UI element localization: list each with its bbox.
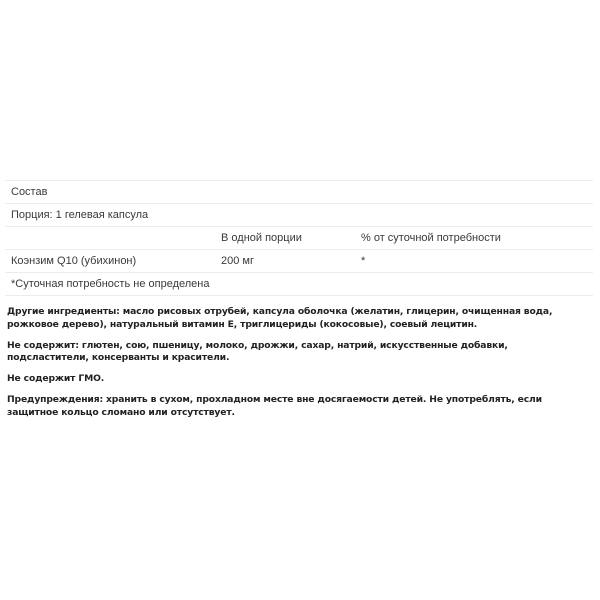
does-not-contain-text: Не содержит: глютен, сою, пшеницу, молоко, дрожжи, сахар, натрий, искусственные добавки, подсластители, консерванты и красители. xyxy=(7,339,508,363)
daily-value-footnote: *Суточная потребность не определена xyxy=(11,278,210,290)
no-gmo-text: Не содержит ГМО. xyxy=(7,373,105,384)
other-ingredients-text: Другие ингредиенты: масло рисовых отрубей, капсула оболочка (желатин, глицерин, очищенная вода, рожковое дерево), натуральный витамин Е, триглицериды (кокосовые), соевый лецитин. xyxy=(7,306,553,330)
table-row xyxy=(5,250,593,273)
footnote-row xyxy=(5,273,593,296)
serving-size: Порция: 1 гелевая капсула xyxy=(11,209,149,221)
product-notes xyxy=(7,306,587,428)
supplement-facts-table xyxy=(5,180,593,296)
header-per-serving: В одной порции xyxy=(221,232,302,244)
table-title: Состав xyxy=(11,186,48,198)
ingredient-amount: 200 мг xyxy=(221,255,254,267)
serving-size-row xyxy=(5,204,593,227)
header-daily-value: % от суточной потребности xyxy=(361,232,501,244)
warnings-text: Предупреждения: хранить в сухом, прохладном месте вне досягаемости детей. Не употреблять, если защитное кольцо сломано или отсутствует. xyxy=(7,394,542,418)
table-title-row xyxy=(5,181,593,204)
table-header-row xyxy=(5,227,593,250)
ingredient-daily-value: * xyxy=(361,255,366,267)
ingredient-name: Коэнзим Q10 (убихинон) xyxy=(11,255,137,267)
